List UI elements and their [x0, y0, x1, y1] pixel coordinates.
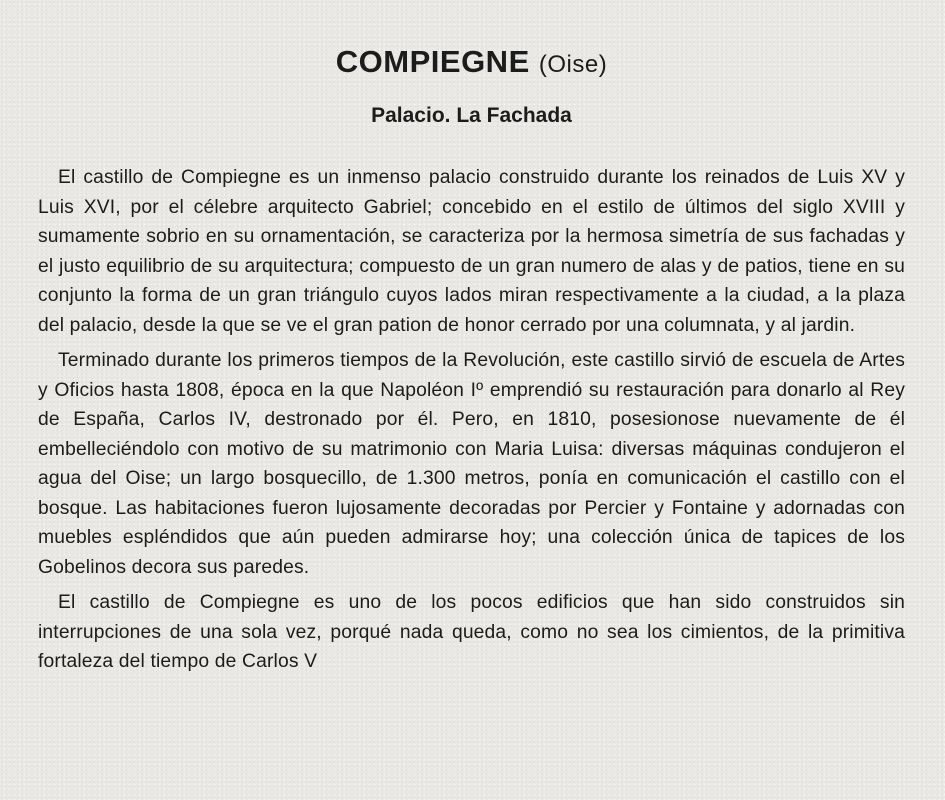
page-subtitle: Palacio. La Fachada — [371, 104, 572, 127]
paragraph-2: Terminado durante los primeros tiempos de la Revolución, este castillo sirvió de escuela de Artes y Oficios hasta 1808, época en la que Napoléon Iº emprendió su restauración para donarlo al Rey de España, Carlos IV, destronado por él. Pero, en 1810, posesionose nuevamente de él embelleciéndolo con motivo de su matrimonio con Maria Luisa: diversas máquinas condujeron el agua del Oise; un largo bosquecillo, de 1.300 metros, ponía en comunicación el castillo con el bosque. Las habitaciones fueron lujosamente decoradas por Percier y Fontaine y adornadas con muebles espléndidos que aún pueden admirarse hoy; una colección única de tapices de los Gobelinos decora sus paredes. — [38, 350, 905, 578]
page-title — [38, 42, 905, 85]
paragraph-1: El castillo de Compiegne es un inmenso palacio construido durante los reinados de Luis XV y Luis XVI, por el célebre arquitecto Gabriel; concebido en el estilo de últimos del siglo XVIII y sumamente sobrio en su ornamentación, se caracteriza por la hermosa simetría de sus fachadas y el justo equilibrio de su arquitectura; compuesto de un gran numero de alas y de patios, tiene en su conjunto la forma de un gran triángulo cuyos lados miran respectivamente a la ciudad, a la plaza del palacio, desde la que se ve el gran pation de honor cerrado por una columnata, y al jardin. — [38, 167, 905, 336]
paragraph-3: El castillo de Compiegne es uno de los pocos edificios que han sido construidos sin interrupciones de una sola vez, porqué nada queda, como no sea los cimientos, de la primitiva fortaleza del tiempo de Carlos V — [38, 592, 905, 672]
body-text — [38, 163, 905, 677]
title-main: COMPIEGNE — [335, 44, 530, 79]
title-suffix: (Oise) — [538, 51, 608, 78]
